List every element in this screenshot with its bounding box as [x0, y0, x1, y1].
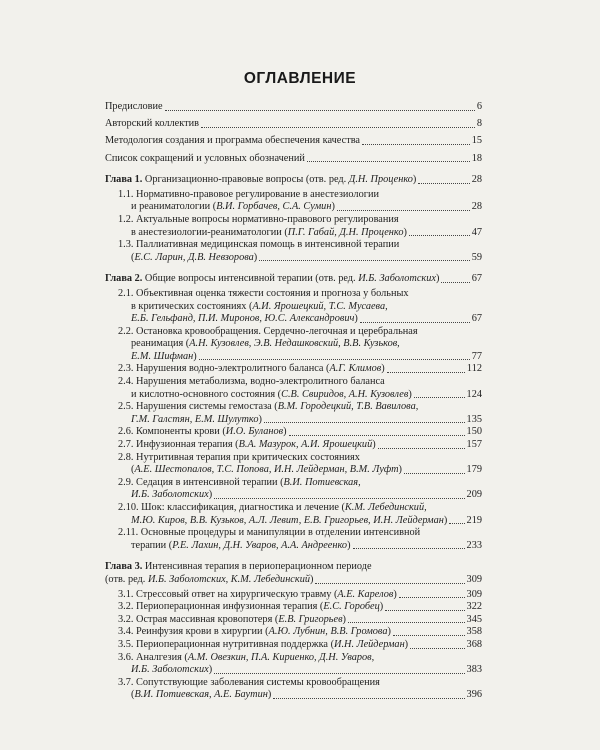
toc-section-2-1[interactable]: 2.1. Объективная оценка тяжести состояния и прогноза у больных в критических состояниях (А.И. Ярошецкий, Т.С. Мусаева, Е.Б. Гельфанд, П.И. Миронов, Ю.С. Александрович) 67 — [118, 287, 482, 325]
toc-section-2-4[interactable]: 2.4. Нарушения метаболизма, водно-электролитного баланса и кислотно-основного состояния (С.В. Свиридов, А.Н. Кузовлев) 124 — [118, 376, 482, 400]
toc-section-2-8[interactable]: 2.8. Нутритивная терапия при критических состояниях (А.Е. Шестопалов, Т.С. Попова, И.Н. Лейдерман, В.М. Луфт) 179 — [118, 451, 482, 476]
toc-section-2-6[interactable]: 2.6. Компоненты крови (И.О. Буланов) 150 — [118, 426, 482, 438]
toc-section-3-6[interactable]: 3.6. Аналгезия (А.М. Овезкин, П.А. Кириенко, Д.Н. Уваров, И.Б. Заболотских) 383 — [118, 651, 482, 676]
toc-section-3-3[interactable]: 3.2. Острая массивная кровопотеря (Е.В. Григорьев) 345 — [118, 613, 482, 625]
toc-section-1-2[interactable]: 1.2. Актуальные вопросы нормативно-правового регулирования в анестезиологии-реаниматологии (П.Г. Габай, Д.Н. Проценко) 47 — [118, 213, 482, 238]
toc-section-2-11[interactable]: 2.11. Основные процедуры и манипуляции в отделении интенсивной терапии (Р.Е. Лахин, Д.Н. Уваров, А.А. Андреенко) 233 — [118, 527, 482, 551]
page-title: ОГЛАВЛЕНИЕ — [243, 70, 357, 87]
toc-entry-authors[interactable]: Авторский коллектив 8 — [105, 118, 482, 130]
toc-section-2-9[interactable]: 2.9. Седация в интенсивной терапии (В.И. Потиевская, И.Б. Заболотских) 209 — [118, 476, 482, 501]
table-of-contents — [105, 101, 482, 702]
toc-chapter-2[interactable]: Глава 2. Общие вопросы интенсивной терапии (отв. ред. И.Б. Заболотских) 67 — [105, 273, 482, 285]
toc-section-3-1[interactable]: 3.1. Стрессовый ответ на хирургическую травму (А.Е. Карелов) 309 — [118, 588, 482, 600]
toc-entry-methodology[interactable]: Методология создания и программа обеспечения качества 15 — [105, 135, 482, 147]
toc-section-3-2[interactable]: 3.2. Периоперационная инфузионная терапия (Е.С. Горобец) 322 — [118, 601, 482, 613]
toc-section-3-4[interactable]: 3.4. Реинфузия крови в хирургии (А.Ю. Лубнин, В.В. Громова) 358 — [118, 626, 482, 638]
toc-section-2-3[interactable]: 2.3. Нарушения водно-электролитного баланса (А.Г. Климов) 112 — [118, 363, 482, 375]
toc-section-1-1[interactable]: 1.1. Нормативно-правовое регулирование в анестезиологии и реаниматологии (В.И. Горбачев, С.А. Сумин) 28 — [118, 188, 482, 213]
toc-entry-abbreviations[interactable]: Список сокращений и условных обозначений 18 — [105, 152, 482, 164]
toc-chapter-1[interactable]: Глава 1. Организационно-правовые вопросы (отв. ред. Д.Н. Проценко) 28 — [105, 174, 482, 186]
toc-section-1-3[interactable]: 1.3. Паллиативная медицинская помощь в интенсивной терапии (Е.С. Ларин, Д.В. Невзорова) 59 — [118, 239, 482, 263]
toc-section-2-7[interactable]: 2.7. Инфузионная терапия (В.А. Мазурок, А.И. Ярошецкий) 157 — [118, 439, 482, 451]
toc-section-2-10[interactable]: 2.10. Шок: классификация, диагностика и лечение (К.М. Лебединский, М.Ю. Киров, В.В. Кузьков, А.Л. Левит, Е.В. Григорьев, И.Н. Лейдерман) 219 — [118, 502, 482, 526]
toc-section-3-5[interactable]: 3.5. Периоперационная нутритивная поддержка (И.Н. Лейдерман) 368 — [118, 638, 482, 650]
toc-section-2-2[interactable]: 2.2. Остановка кровообращения. Сердечно-легочная и церебральная реанимация (А.Н. Кузовлев, Э.В. Недашковский, В.В. Кузьков, Е.М. Шифман) 77 — [118, 325, 482, 362]
toc-chapter-3[interactable]: Глава 3. Интенсивная терапия в периоперационном периоде (отв. ред. И.Б. Заболотских, К.М. Лебединский) 309 — [105, 561, 482, 585]
toc-entry-preface[interactable]: Предисловие 6 — [105, 101, 482, 112]
toc-section-2-5[interactable]: 2.5. Нарушения системы гемостаза (В.М. Городецкий, Т.В. Вавилова, Г.М. Галстян, Е.М. Шулутко) 135 — [118, 401, 482, 425]
toc-section-3-7[interactable]: 3.7. Сопутствующие заболевания системы кровообращения (В.И. Потиевская, А.Е. Баутин) 396 — [118, 676, 482, 701]
